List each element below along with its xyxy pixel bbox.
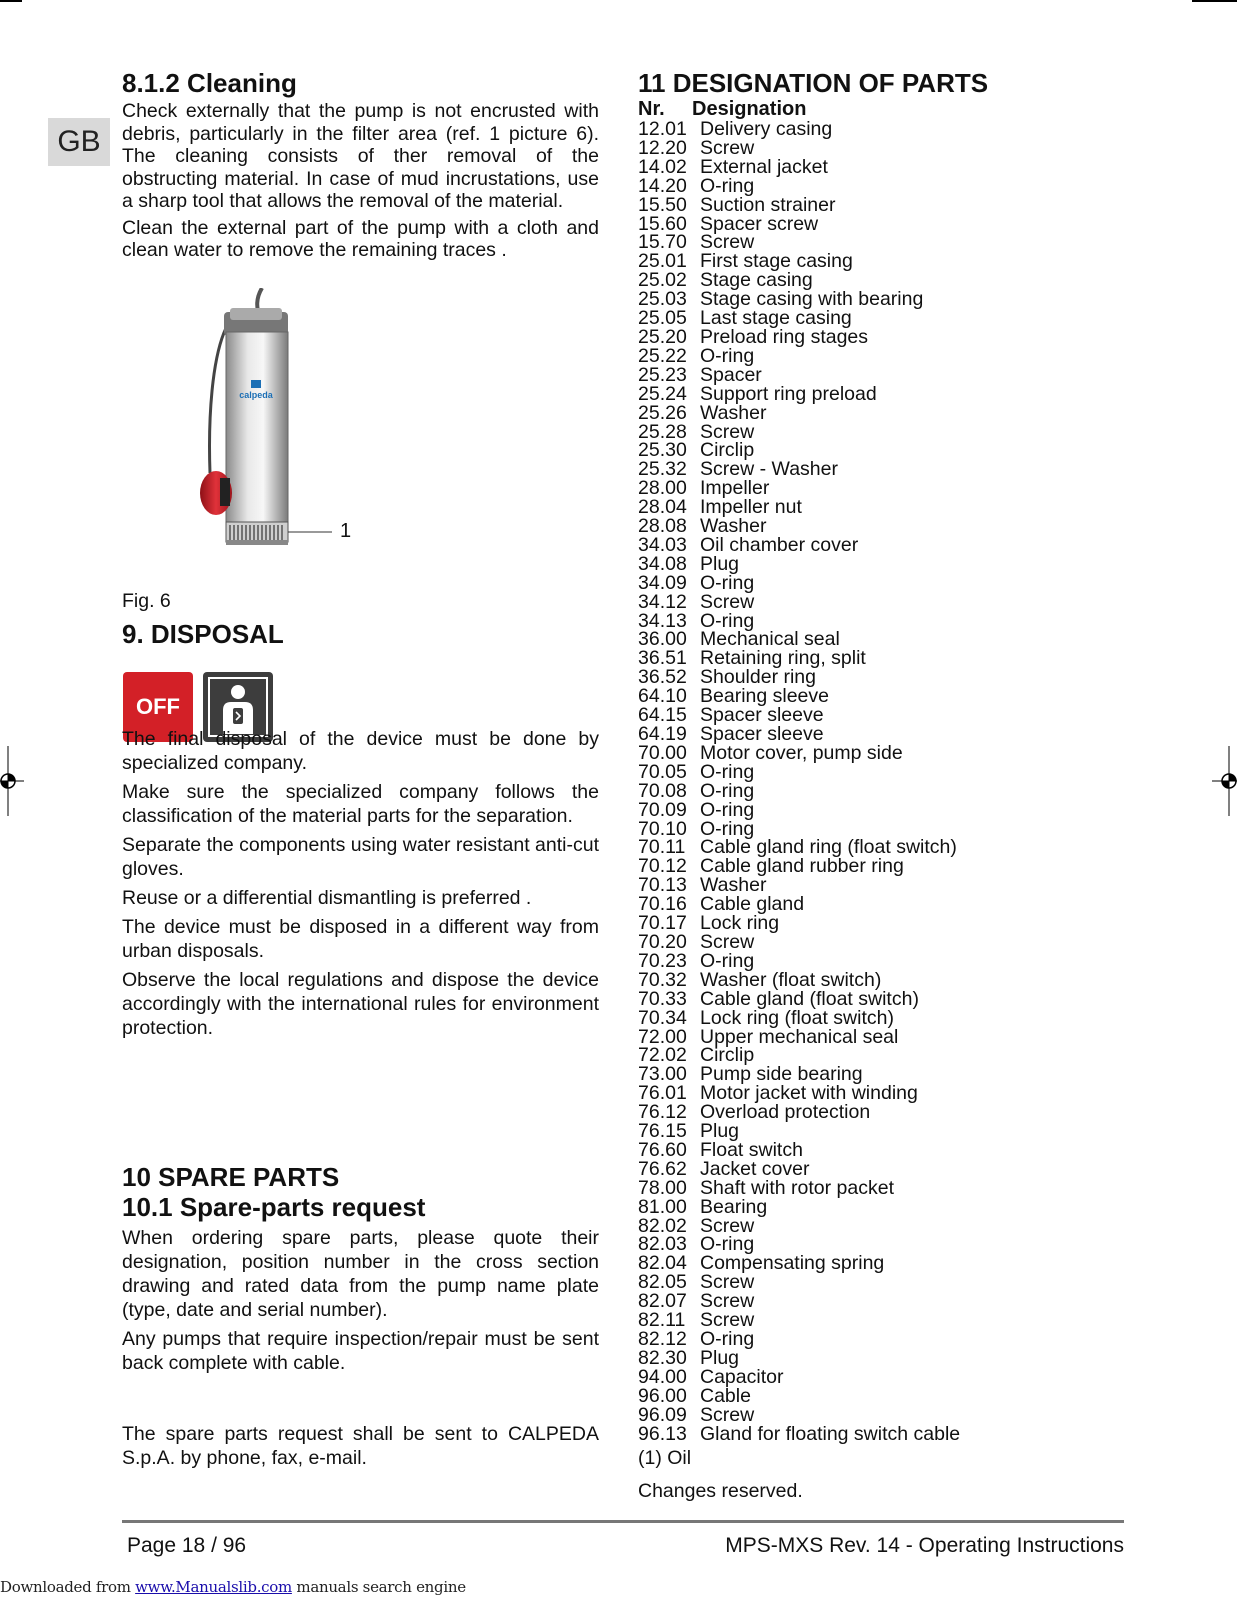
- part-number: 34.08: [638, 552, 687, 575]
- part-number: 12.20: [638, 136, 687, 159]
- part-number: 82.05: [638, 1271, 687, 1294]
- part-number: 25.20: [638, 325, 687, 348]
- part-designation: Cable gland: [700, 893, 805, 916]
- document-title: MPS-MXS Rev. 14 - Operating Instructions: [725, 1534, 1124, 1557]
- spare-parts-paragraph-2: Any pumps that require inspection/repair must be sent back complete with cable.: [122, 1328, 599, 1374]
- part-designation: O-ring: [700, 1328, 755, 1350]
- part-designation: Screw: [700, 1290, 755, 1313]
- part-designation: Spacer screw: [700, 212, 819, 235]
- part-number: 70.23: [638, 949, 687, 972]
- download-note: [0, 1578, 466, 1596]
- part-designation: Suction strainer: [700, 193, 836, 216]
- registration-mark-right: [1210, 746, 1237, 816]
- part-designation: Shoulder ring: [700, 666, 816, 689]
- part-number: 14.20: [638, 174, 687, 197]
- disposal-paragraph: Reuse or a differential dismantling is preferred .: [122, 887, 532, 909]
- part-number: 34.12: [638, 590, 687, 613]
- pump-brand-label: calpeda: [239, 390, 273, 400]
- part-number: 25.30: [638, 439, 687, 462]
- designation-section: [638, 68, 1198, 1502]
- spare-parts-contact: [122, 1422, 599, 1475]
- part-number: 64.15: [638, 704, 687, 727]
- part-designation: Last stage casing: [700, 307, 852, 330]
- crop-mark-top-left: [0, 0, 22, 2]
- part-number: 28.00: [638, 477, 687, 500]
- part-designation: Cable gland rubber ring: [700, 855, 904, 878]
- part-number: 70.10: [638, 817, 687, 840]
- registration-mark-left: [0, 746, 26, 816]
- part-designation: Pump side bearing: [700, 1063, 863, 1086]
- part-designation: Screw: [700, 1309, 755, 1332]
- disposal-text: [122, 727, 599, 1045]
- disposal-heading: 9. DISPOSAL: [122, 619, 284, 649]
- part-designation: Stage casing with bearing: [700, 288, 924, 311]
- part-designation: Jacket cover: [700, 1157, 810, 1180]
- page-number: Page 18 / 96: [127, 1534, 247, 1557]
- cleaning-section: [122, 68, 599, 266]
- part-designation: Screw: [700, 420, 755, 443]
- part-number: 25.22: [638, 344, 687, 367]
- part-designation: Cable: [700, 1384, 751, 1407]
- part-designation: Lock ring: [700, 912, 780, 935]
- part-designation: Compensating spring: [700, 1252, 885, 1275]
- part-designation: Plug: [700, 1120, 740, 1143]
- part-number: 73.00: [638, 1063, 687, 1086]
- part-number: 36.51: [638, 647, 687, 670]
- part-number: 12.01: [638, 118, 687, 140]
- part-number: 25.24: [638, 382, 687, 405]
- part-designation: Cable gland ring (float switch): [700, 836, 957, 859]
- part-designation: O-ring: [700, 779, 755, 802]
- part-designation: Float switch: [700, 1138, 803, 1161]
- part-designation: Washer (float switch): [700, 968, 882, 991]
- part-number: 64.10: [638, 685, 687, 708]
- part-number: 36.52: [638, 666, 687, 689]
- part-designation: Screw: [700, 1403, 755, 1426]
- part-designation: Washer: [700, 401, 767, 424]
- column-nr: Nr.: [638, 98, 665, 120]
- part-number: 72.02: [638, 1044, 687, 1067]
- part-designation: Impeller: [700, 477, 770, 500]
- part-designation: Bearing: [700, 1195, 768, 1218]
- part-designation: Upper mechanical seal: [700, 1025, 899, 1048]
- parts-list: [638, 120, 1198, 1443]
- disposal-paragraph: The final disposal of the device must be done by specialized company.: [122, 728, 599, 774]
- part-number: 25.26: [638, 401, 687, 424]
- part-designation: Screw: [700, 590, 755, 613]
- part-designation: O-ring: [700, 344, 755, 367]
- part-designation: Impeller nut: [700, 496, 802, 519]
- part-designation: Screw: [700, 930, 755, 953]
- spare-parts-paragraph-1: When ordering spare parts, please quote their designation, position number in the cross section drawing and rated data from the pump name plate (type, date and serial number).: [122, 1227, 599, 1321]
- pump-figure: [190, 288, 370, 558]
- part-designation: External jacket: [700, 155, 828, 178]
- column-designation: Designation: [692, 98, 807, 120]
- disposal-paragraph: Make sure the specialized company follows the classification of the material parts for the separation.: [122, 781, 599, 827]
- part-designation: Oil chamber cover: [700, 533, 859, 556]
- part-designation: O-ring: [700, 798, 755, 821]
- part-designation: Motor jacket with winding: [700, 1082, 918, 1105]
- part-number: 15.70: [638, 231, 687, 254]
- spare-parts-section: [122, 1162, 599, 1380]
- part-number: 25.23: [638, 363, 687, 386]
- cleaning-paragraph-2: Clean the external part of the pump with a cloth and clean water to remove the remaining traces .: [122, 216, 599, 261]
- part-designation: Support ring preload: [700, 382, 877, 405]
- part-number: 25.01: [638, 250, 687, 273]
- part-number: 70.20: [638, 930, 687, 953]
- part-number: 25.02: [638, 269, 687, 292]
- part-number: 25.32: [638, 458, 687, 481]
- part-designation: O-ring: [700, 760, 755, 783]
- part-number: 70.16: [638, 893, 687, 916]
- spare-parts-paragraph-3: The spare parts request shall be sent to CALPEDA S.p.A. by phone, fax, e-mail.: [122, 1423, 599, 1469]
- part-designation: Screw: [700, 231, 755, 254]
- designation-heading: 11 DESIGNATION OF PARTS: [638, 68, 989, 98]
- part-designation: Spacer: [700, 363, 762, 386]
- part-designation: Washer: [700, 515, 767, 538]
- part-row: [638, 1422, 1198, 1445]
- footer-rule: [122, 1520, 1124, 1523]
- part-designation: First stage casing: [700, 250, 853, 273]
- part-number: 82.07: [638, 1290, 687, 1313]
- part-number: 94.00: [638, 1365, 687, 1388]
- parts-table-header: [638, 98, 1198, 120]
- part-designation: Spacer sleeve: [700, 704, 824, 727]
- part-number: 25.03: [638, 288, 687, 311]
- part-designation: Gland for floating switch cable: [700, 1422, 961, 1445]
- part-designation: Plug: [700, 552, 740, 575]
- part-designation: O-ring: [700, 571, 755, 594]
- part-number: 70.13: [638, 874, 687, 897]
- part-number: 70.12: [638, 855, 687, 878]
- part-designation: Screw: [700, 1214, 755, 1237]
- part-designation: Screw - Washer: [700, 458, 838, 481]
- part-designation: Capacitor: [700, 1365, 784, 1388]
- part-designation: Spacer sleeve: [700, 723, 824, 745]
- part-designation: Delivery casing: [700, 118, 833, 140]
- part-number: 70.08: [638, 779, 687, 802]
- crop-mark-top-right: [1192, 0, 1237, 2]
- disposal-paragraph: Separate the components using water resistant anti-cut gloves.: [122, 834, 599, 880]
- changes-reserved: Changes reserved.: [638, 1480, 803, 1503]
- part-number: 96.13: [638, 1422, 687, 1445]
- part-number: 25.28: [638, 420, 687, 443]
- language-tab: GB: [48, 118, 110, 166]
- part-number: 25.05: [638, 307, 687, 330]
- part-designation: Mechanical seal: [700, 628, 840, 651]
- spare-parts-request-heading: 10.1 Spare-parts request: [122, 1192, 426, 1222]
- part-designation: Preload ring stages: [700, 325, 869, 348]
- part-number: 70.11: [638, 836, 686, 859]
- part-number: 72.00: [638, 1025, 687, 1048]
- part-designation: Shaft with rotor packet: [700, 1176, 895, 1199]
- part-number: 82.03: [638, 1233, 687, 1256]
- part-designation: Bearing sleeve: [700, 685, 829, 708]
- part-designation: Circlip: [700, 1044, 755, 1067]
- submersible-pump-illustration: [190, 288, 370, 558]
- part-number: 14.02: [638, 155, 687, 178]
- part-designation: O-ring: [700, 949, 755, 972]
- part-number: 34.03: [638, 533, 687, 556]
- part-number: 70.09: [638, 798, 687, 821]
- part-number: 70.34: [638, 1006, 687, 1029]
- part-designation: Lock ring (float switch): [700, 1006, 894, 1029]
- part-number: 28.04: [638, 496, 687, 519]
- power-off-icon: OFF: [123, 672, 193, 742]
- part-number: 81.00: [638, 1195, 687, 1218]
- part-designation: O-ring: [700, 174, 755, 197]
- part-number: 82.30: [638, 1346, 687, 1369]
- part-number: 82.12: [638, 1328, 687, 1350]
- cleaning-heading: 8.1.2 Cleaning: [122, 68, 297, 98]
- part-number: 70.33: [638, 987, 687, 1010]
- part-number: 15.50: [638, 193, 687, 216]
- part-designation: O-ring: [700, 609, 755, 632]
- part-designation: Cable gland (float switch): [700, 987, 919, 1010]
- parts-footnote: (1) Oil: [638, 1447, 692, 1470]
- part-number: 78.00: [638, 1176, 687, 1199]
- part-designation: Screw: [700, 136, 755, 159]
- part-number: 36.00: [638, 628, 687, 651]
- part-designation: Circlip: [700, 439, 755, 462]
- part-number: 76.15: [638, 1120, 687, 1143]
- download-note-prefix: Downloaded from: [0, 1578, 136, 1596]
- disposal-paragraph: Observe the local regulations and dispose the device accordingly with the international rules for environment protection.: [122, 969, 599, 1039]
- part-number: 96.09: [638, 1403, 687, 1426]
- part-designation: Motor cover, pump side: [700, 741, 903, 764]
- manualslib-link[interactable]: www.Manualslib.com: [135, 1578, 292, 1596]
- part-number: 70.32: [638, 968, 687, 991]
- figure-caption: Fig. 6: [122, 590, 171, 612]
- spare-parts-heading: 10 SPARE PARTS: [122, 1162, 340, 1192]
- part-number: 82.11: [638, 1309, 686, 1332]
- part-number: 64.19: [638, 723, 687, 745]
- part-designation: O-ring: [700, 1233, 755, 1256]
- part-number: 70.05: [638, 760, 687, 783]
- part-designation: Washer: [700, 874, 767, 897]
- part-number: 28.08: [638, 515, 687, 538]
- part-number: 76.60: [638, 1138, 687, 1161]
- part-designation: Overload protection: [700, 1101, 871, 1124]
- part-number: 82.02: [638, 1214, 687, 1237]
- part-number: 82.04: [638, 1252, 687, 1275]
- part-number: 96.00: [638, 1384, 687, 1407]
- part-designation: Retaining ring, split: [700, 647, 866, 670]
- part-designation: Plug: [700, 1346, 740, 1369]
- part-number: 76.12: [638, 1101, 687, 1124]
- cleaning-paragraph-1: Check externally that the pump is not encrusted with debris, particularly in the filter area (ref. 1 picture 6). The cleaning consists of ther removal of the obstructing material. In case of mud incrustations, use a sharp tool that allows the removal of the material.: [122, 100, 599, 212]
- part-number: 76.62: [638, 1157, 687, 1180]
- part-designation: Stage casing: [700, 269, 813, 292]
- part-number: 70.17: [638, 912, 687, 935]
- part-number: 34.13: [638, 609, 687, 632]
- figure-callout-1: 1: [340, 520, 352, 542]
- part-number: 34.09: [638, 571, 687, 594]
- download-note-suffix: manuals search engine: [291, 1578, 466, 1596]
- part-number: 70.00: [638, 741, 687, 764]
- disposal-paragraph: The device must be disposed in a different way from urban disposals.: [122, 916, 599, 962]
- part-designation: O-ring: [700, 817, 755, 840]
- part-designation: Screw: [700, 1271, 755, 1294]
- part-number: 76.01: [638, 1082, 687, 1105]
- part-number: 15.60: [638, 212, 687, 235]
